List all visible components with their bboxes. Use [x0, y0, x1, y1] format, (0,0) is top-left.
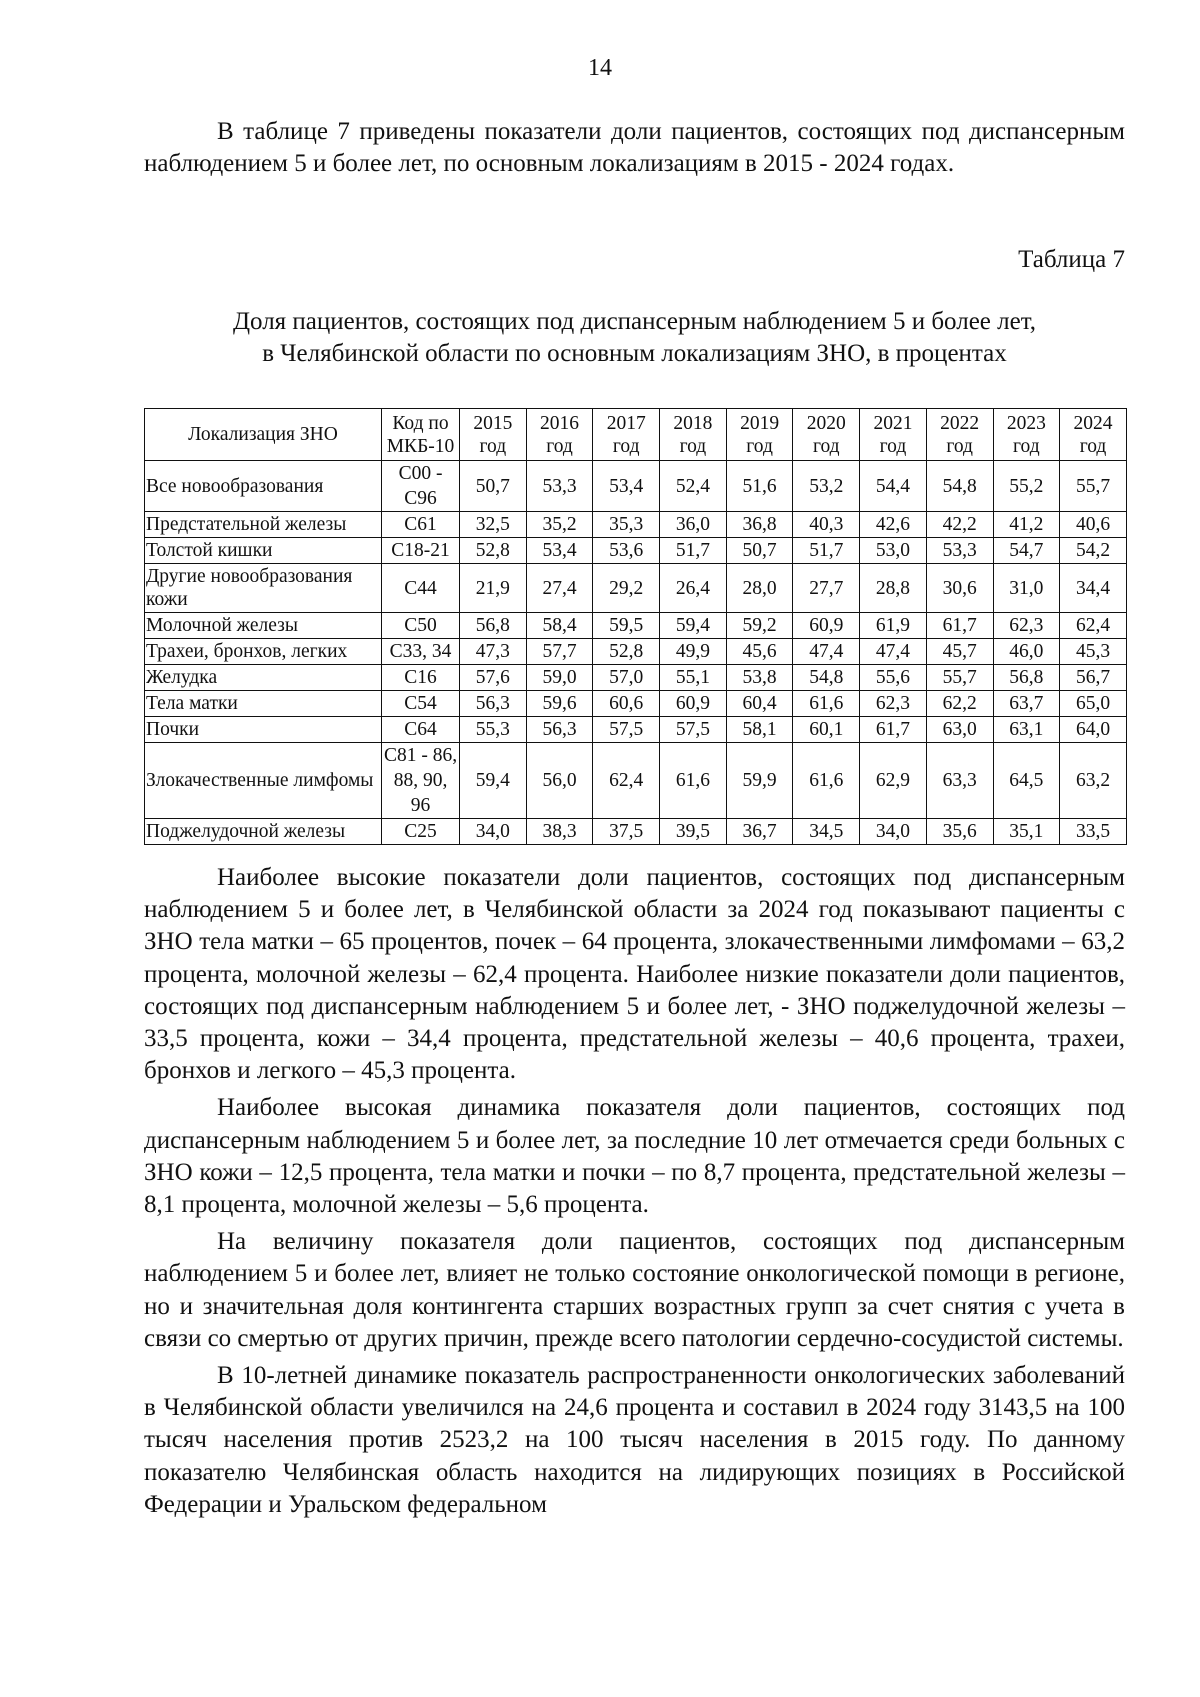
cell-value: 57,6 [460, 665, 527, 691]
header-year-number: 2022 [940, 412, 980, 434]
cell-code: С44 [382, 564, 460, 613]
body-paragraph: Наиболее высокие показатели доли пациентов, состоящих под диспансерным наблюдением 5 и более лет, в Челябинской области за 2024 год показывают пациенты с ЗНО тела матки – 65 процентов, почек – 64 процента, злокачественными лимфомами – 63,2 процента, молочной железы – 62,4 процента. Наиболее низкие показатели доли пациентов, состоящих под диспансерным наблюдением 5 и более лет, - ЗНО поджелудочной железы – 33,5 процента, кожи – 34,4 процента, предстательной железы – 40,6 процента, трахеи, бронхов и легкого – 45,3 процента. [144, 864, 1125, 1085]
cell-value: 55,7 [926, 665, 993, 691]
cell-value: 51,6 [726, 461, 793, 512]
cell-value: 56,3 [460, 691, 527, 717]
cell-value: 39,5 [660, 819, 727, 845]
cell-value: 55,1 [660, 665, 727, 691]
cell-value: 62,2 [926, 691, 993, 717]
cell-location: Злокачественные лимфомы [145, 743, 382, 819]
cell-value: 63,0 [926, 717, 993, 743]
cell-value: 26,4 [660, 564, 727, 613]
header-location: Локализация ЗНО [145, 409, 382, 461]
cell-value: 35,2 [526, 512, 593, 538]
cell-value: 62,3 [993, 613, 1060, 639]
header-year-2019 [726, 409, 793, 461]
table-row [145, 743, 1127, 819]
cell-value: 30,6 [926, 564, 993, 613]
cell-value: 36,8 [726, 512, 793, 538]
cell-location: Тела матки [145, 691, 382, 717]
data-table [144, 408, 1127, 845]
header-year-2020 [793, 409, 860, 461]
cell-value: 61,7 [926, 613, 993, 639]
cell-location: Почки [145, 717, 382, 743]
cell-value: 61,6 [660, 743, 727, 819]
cell-value: 38,3 [526, 819, 593, 845]
body-paragraph: На величину показателя доли пациентов, состоящих под диспансерным наблюдением 5 и более лет, влияет не только состояние онкологической помощи в регионе, но и значительная доля контингента старших возрастных групп за счет снятия с учета в связи со смертью от других причин, прежде всего патологии сердечно-сосудистой системы. [144, 1228, 1125, 1352]
table-body [145, 461, 1127, 845]
table-row [145, 613, 1127, 639]
cell-value: 34,0 [460, 819, 527, 845]
header-year-suffix: год [679, 435, 707, 457]
cell-value: 35,6 [926, 819, 993, 845]
cell-value: 63,2 [1060, 743, 1127, 819]
cell-code: С81 - 86, 88, 90, 96 [382, 743, 460, 819]
cell-value: 58,1 [726, 717, 793, 743]
cell-value: 27,7 [793, 564, 860, 613]
cell-value: 50,7 [726, 538, 793, 564]
cell-value: 56,3 [526, 717, 593, 743]
cell-code: С50 [382, 613, 460, 639]
cell-value: 40,3 [793, 512, 860, 538]
table-title [144, 306, 1125, 370]
cell-value: 59,9 [726, 743, 793, 819]
cell-location: Желудка [145, 665, 382, 691]
cell-value: 49,9 [660, 639, 727, 665]
cell-value: 56,8 [460, 613, 527, 639]
cell-code: С25 [382, 819, 460, 845]
header-year-2017 [593, 409, 660, 461]
cell-value: 47,4 [860, 639, 927, 665]
intro-paragraph: В таблице 7 приведены показатели доли пациентов, состоящих под диспансерным наблюдением 5 и более лет, по основным локализациям в 2015 - 2024 годах. [144, 118, 1125, 178]
cell-value: 32,5 [460, 512, 527, 538]
body-paragraph: Наиболее высокая динамика показателя доли пациентов, состоящих под диспансерным наблюдением 5 и более лет, за последние 10 лет отмечается среди больных с ЗНО кожи – 12,5 процента, тела матки и почки – по 8,7 процента, предстательной железы – 8,1 процента, молочной железы – 5,6 процента. [144, 1094, 1125, 1219]
table-row [145, 639, 1127, 665]
table-row [145, 564, 1127, 613]
cell-value: 41,2 [993, 512, 1060, 538]
header-year-suffix: год [879, 435, 907, 457]
cell-value: 46,0 [993, 639, 1060, 665]
header-year-2022 [926, 409, 993, 461]
cell-value: 52,4 [660, 461, 727, 512]
header-year-suffix: год [946, 435, 973, 457]
intro-section [144, 116, 1125, 180]
cell-location: Поджелудочной железы [145, 819, 382, 845]
cell-location: Молочной железы [145, 613, 382, 639]
header-year-number: 2015 [473, 412, 513, 434]
cell-value: 54,8 [926, 461, 993, 512]
header-year-number: 2018 [673, 412, 713, 434]
cell-value: 63,1 [993, 717, 1060, 743]
cell-value: 59,0 [526, 665, 593, 691]
cell-location: Трахеи, бронхов, легких [145, 639, 382, 665]
table-title-line-2: в Челябинской области по основным локализациям ЗНО, в процентах [262, 340, 1007, 367]
header-year-suffix: год [546, 435, 573, 457]
cell-value: 57,5 [660, 717, 727, 743]
cell-value: 47,4 [793, 639, 860, 665]
cell-value: 45,7 [926, 639, 993, 665]
cell-value: 53,8 [726, 665, 793, 691]
cell-value: 54,4 [860, 461, 927, 512]
cell-value: 36,0 [660, 512, 727, 538]
cell-value: 59,5 [593, 613, 660, 639]
cell-value: 42,6 [860, 512, 927, 538]
cell-code: С16 [382, 665, 460, 691]
cell-value: 52,8 [460, 538, 527, 564]
header-year-suffix: год [479, 435, 507, 457]
header-year-suffix: год [1013, 435, 1040, 457]
body-text [144, 862, 1125, 1521]
cell-value: 51,7 [660, 538, 727, 564]
cell-value: 65,0 [1060, 691, 1127, 717]
cell-value: 54,2 [1060, 538, 1127, 564]
cell-value: 53,2 [793, 461, 860, 512]
cell-location: Все новообразования [145, 461, 382, 512]
cell-location: Толстой кишки [145, 538, 382, 564]
cell-value: 55,7 [1060, 461, 1127, 512]
cell-value: 61,6 [793, 743, 860, 819]
cell-value: 61,7 [860, 717, 927, 743]
cell-value: 29,2 [593, 564, 660, 613]
cell-value: 50,7 [460, 461, 527, 512]
cell-value: 56,0 [526, 743, 593, 819]
cell-value: 57,7 [526, 639, 593, 665]
header-year-number: 2020 [806, 412, 846, 434]
cell-value: 55,6 [860, 665, 927, 691]
header-year-2016 [526, 409, 593, 461]
cell-value: 53,6 [593, 538, 660, 564]
cell-value: 42,2 [926, 512, 993, 538]
header-year-2024 [1060, 409, 1127, 461]
cell-value: 57,5 [593, 717, 660, 743]
header-year-number: 2016 [540, 412, 580, 434]
header-year-number: 2017 [606, 412, 646, 434]
cell-value: 62,4 [593, 743, 660, 819]
cell-value: 52,8 [593, 639, 660, 665]
table-row [145, 512, 1127, 538]
cell-value: 40,6 [1060, 512, 1127, 538]
cell-value: 28,0 [726, 564, 793, 613]
cell-code: С00 - С96 [382, 461, 460, 512]
cell-value: 64,0 [1060, 717, 1127, 743]
cell-code: С18-21 [382, 538, 460, 564]
cell-value: 54,7 [993, 538, 1060, 564]
header-year-2023 [993, 409, 1060, 461]
cell-value: 60,9 [660, 691, 727, 717]
cell-value: 55,3 [460, 717, 527, 743]
table-row [145, 691, 1127, 717]
cell-value: 59,4 [460, 743, 527, 819]
header-year-2018 [660, 409, 727, 461]
cell-value: 53,3 [926, 538, 993, 564]
cell-value: 45,6 [726, 639, 793, 665]
cell-value: 57,0 [593, 665, 660, 691]
cell-value: 45,3 [1060, 639, 1127, 665]
cell-value: 53,4 [593, 461, 660, 512]
cell-value: 60,1 [793, 717, 860, 743]
header-year-number: 2021 [873, 412, 913, 434]
header-year-suffix: год [1079, 435, 1107, 457]
cell-code: С54 [382, 691, 460, 717]
cell-value: 21,9 [460, 564, 527, 613]
cell-value: 35,3 [593, 512, 660, 538]
cell-value: 34,5 [793, 819, 860, 845]
table-header [145, 409, 1127, 461]
cell-value: 56,8 [993, 665, 1060, 691]
table-row [145, 461, 1127, 512]
cell-value: 62,3 [860, 691, 927, 717]
cell-value: 59,4 [660, 613, 727, 639]
body-paragraph: В 10-летней динамике показатель распространенности онкологических заболеваний в Челябинской области увеличился на 24,6 процента и составил в 2024 году 3143,5 на 100 тысяч населения против 2523,2 на 100 тысяч населения в 2015 году. По данному показателю Челябинская область находится на лидирующих позициях в Российской Федерации и Уральском федеральном [144, 1362, 1125, 1518]
cell-value: 53,0 [860, 538, 927, 564]
cell-location: Предстательной железы [145, 512, 382, 538]
cell-value: 59,2 [726, 613, 793, 639]
table-row [145, 665, 1127, 691]
header-year-number: 2024 [1073, 412, 1113, 434]
cell-value: 53,3 [526, 461, 593, 512]
header-year-suffix: год [746, 435, 773, 457]
cell-value: 37,5 [593, 819, 660, 845]
cell-value: 35,1 [993, 819, 1060, 845]
table-row [145, 819, 1127, 845]
cell-value: 47,3 [460, 639, 527, 665]
header-year-suffix: год [812, 435, 840, 457]
header-year-suffix: год [612, 435, 640, 457]
cell-code: С64 [382, 717, 460, 743]
header-code: Код по МКБ-10 [382, 409, 460, 461]
table-row [145, 538, 1127, 564]
header-year-number: 2023 [1006, 412, 1046, 434]
cell-value: 63,7 [993, 691, 1060, 717]
cell-value: 27,4 [526, 564, 593, 613]
cell-value: 63,3 [926, 743, 993, 819]
cell-code: С61 [382, 512, 460, 538]
cell-location: Другие новообразования кожи [145, 564, 382, 613]
cell-value: 51,7 [793, 538, 860, 564]
cell-value: 60,4 [726, 691, 793, 717]
page-number: 14 [588, 55, 612, 81]
cell-value: 34,0 [860, 819, 927, 845]
cell-value: 64,5 [993, 743, 1060, 819]
cell-value: 60,9 [793, 613, 860, 639]
cell-value: 33,5 [1060, 819, 1127, 845]
cell-code: С33, 34 [382, 639, 460, 665]
cell-value: 61,6 [793, 691, 860, 717]
cell-value: 56,7 [1060, 665, 1127, 691]
cell-value: 31,0 [993, 564, 1060, 613]
header-year-2021 [860, 409, 927, 461]
cell-value: 28,8 [860, 564, 927, 613]
cell-value: 62,9 [860, 743, 927, 819]
cell-value: 61,9 [860, 613, 927, 639]
cell-value: 58,4 [526, 613, 593, 639]
cell-value: 62,4 [1060, 613, 1127, 639]
table-label: Таблица 7 [1018, 246, 1125, 273]
table-row [145, 717, 1127, 743]
cell-value: 60,6 [593, 691, 660, 717]
cell-value: 54,8 [793, 665, 860, 691]
header-row [145, 409, 1127, 461]
header-year-2015 [460, 409, 527, 461]
cell-value: 53,4 [526, 538, 593, 564]
header-year-number: 2019 [740, 412, 780, 434]
cell-value: 59,6 [526, 691, 593, 717]
cell-value: 55,2 [993, 461, 1060, 512]
cell-value: 34,4 [1060, 564, 1127, 613]
table-title-line-1: Доля пациентов, состоящих под диспансерным наблюдением 5 и более лет, [232, 308, 1037, 335]
cell-value: 36,7 [726, 819, 793, 845]
